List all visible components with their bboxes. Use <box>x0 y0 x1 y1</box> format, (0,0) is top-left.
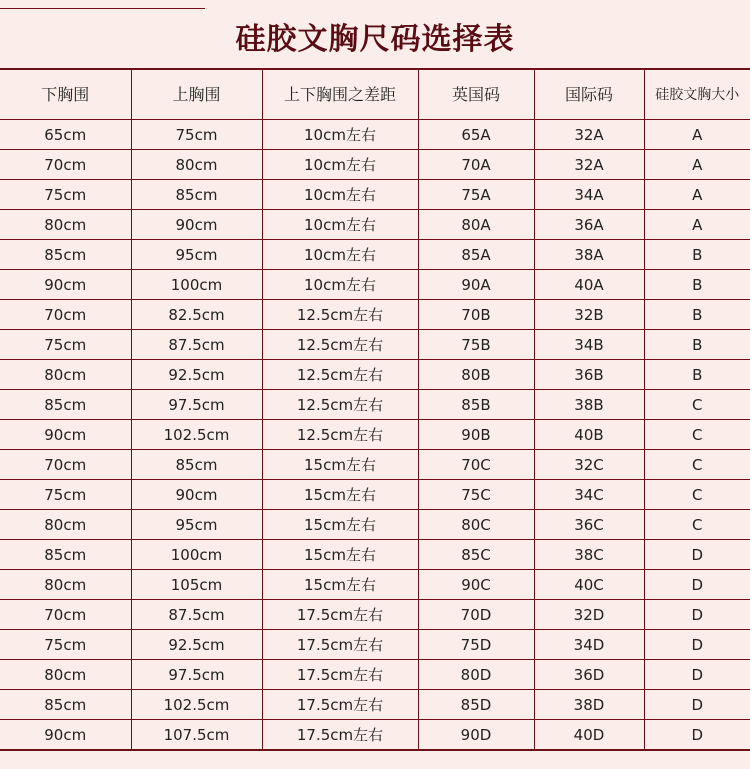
under-bust-cell: 85cm <box>0 240 131 270</box>
uk-size-cell: 75A <box>418 180 534 210</box>
over-bust-cell: 75cm <box>131 120 262 150</box>
over-bust-cell: 105cm <box>131 570 262 600</box>
intl-size-cell: 38C <box>534 540 644 570</box>
under-bust-cell: 75cm <box>0 480 131 510</box>
header-uk-size: 英国码 <box>418 69 534 120</box>
uk-size-cell: 90C <box>418 570 534 600</box>
uk-size-cell: 90B <box>418 420 534 450</box>
table-row <box>0 240 750 270</box>
table-row <box>0 300 750 330</box>
uk-size-cell: 85B <box>418 390 534 420</box>
difference-cell: 12.5cm左右 <box>262 300 418 330</box>
uk-size-cell: 75D <box>418 630 534 660</box>
bra-size-cell: D <box>644 570 750 600</box>
table-row <box>0 510 750 540</box>
size-table <box>0 68 750 751</box>
table-row <box>0 570 750 600</box>
difference-cell: 17.5cm左右 <box>262 690 418 720</box>
uk-size-cell: 75B <box>418 330 534 360</box>
under-bust-cell: 80cm <box>0 660 131 690</box>
intl-size-cell: 40C <box>534 570 644 600</box>
uk-size-cell: 80A <box>418 210 534 240</box>
bra-size-cell: A <box>644 120 750 150</box>
under-bust-cell: 90cm <box>0 270 131 300</box>
intl-size-cell: 36D <box>534 660 644 690</box>
header-bust-difference: 上下胸围之差距 <box>262 69 418 120</box>
over-bust-cell: 90cm <box>131 480 262 510</box>
bra-size-cell: C <box>644 390 750 420</box>
over-bust-cell: 80cm <box>131 150 262 180</box>
table-row <box>0 480 750 510</box>
over-bust-cell: 100cm <box>131 270 262 300</box>
under-bust-cell: 80cm <box>0 510 131 540</box>
table-row <box>0 120 750 150</box>
table-body <box>0 120 750 751</box>
intl-size-cell: 32A <box>534 120 644 150</box>
intl-size-cell: 38A <box>534 240 644 270</box>
under-bust-cell: 75cm <box>0 330 131 360</box>
uk-size-cell: 80C <box>418 510 534 540</box>
uk-size-cell: 70C <box>418 450 534 480</box>
difference-cell: 15cm左右 <box>262 480 418 510</box>
difference-cell: 10cm左右 <box>262 270 418 300</box>
intl-size-cell: 40D <box>534 720 644 751</box>
over-bust-cell: 85cm <box>131 450 262 480</box>
difference-cell: 10cm左右 <box>262 120 418 150</box>
uk-size-cell: 70A <box>418 150 534 180</box>
bra-size-cell: C <box>644 450 750 480</box>
intl-size-cell: 34B <box>534 330 644 360</box>
table-row <box>0 690 750 720</box>
difference-cell: 12.5cm左右 <box>262 360 418 390</box>
bra-size-cell: B <box>644 360 750 390</box>
bra-size-cell: D <box>644 660 750 690</box>
under-bust-cell: 80cm <box>0 360 131 390</box>
intl-size-cell: 34A <box>534 180 644 210</box>
over-bust-cell: 102.5cm <box>131 690 262 720</box>
table-row <box>0 660 750 690</box>
intl-size-cell: 34D <box>534 630 644 660</box>
bra-size-cell: D <box>644 600 750 630</box>
over-bust-cell: 102.5cm <box>131 420 262 450</box>
difference-cell: 12.5cm左右 <box>262 330 418 360</box>
difference-cell: 10cm左右 <box>262 150 418 180</box>
table-row <box>0 450 750 480</box>
intl-size-cell: 36C <box>534 510 644 540</box>
table-row <box>0 420 750 450</box>
table-row <box>0 600 750 630</box>
under-bust-cell: 65cm <box>0 120 131 150</box>
under-bust-cell: 85cm <box>0 690 131 720</box>
top-decorative-line <box>0 8 205 9</box>
difference-cell: 12.5cm左右 <box>262 390 418 420</box>
uk-size-cell: 90D <box>418 720 534 751</box>
uk-size-cell: 80B <box>418 360 534 390</box>
header-silicone-bra-size: 硅胶文胸大小 <box>644 69 750 120</box>
uk-size-cell: 75C <box>418 480 534 510</box>
under-bust-cell: 80cm <box>0 570 131 600</box>
over-bust-cell: 95cm <box>131 510 262 540</box>
difference-cell: 10cm左右 <box>262 240 418 270</box>
under-bust-cell: 90cm <box>0 420 131 450</box>
over-bust-cell: 92.5cm <box>131 630 262 660</box>
intl-size-cell: 38B <box>534 390 644 420</box>
over-bust-cell: 90cm <box>131 210 262 240</box>
uk-size-cell: 80D <box>418 660 534 690</box>
bra-size-cell: B <box>644 300 750 330</box>
over-bust-cell: 92.5cm <box>131 360 262 390</box>
uk-size-cell: 85A <box>418 240 534 270</box>
table-row <box>0 630 750 660</box>
table-row <box>0 150 750 180</box>
uk-size-cell: 85C <box>418 540 534 570</box>
over-bust-cell: 100cm <box>131 540 262 570</box>
under-bust-cell: 70cm <box>0 150 131 180</box>
intl-size-cell: 32A <box>534 150 644 180</box>
over-bust-cell: 97.5cm <box>131 390 262 420</box>
under-bust-cell: 75cm <box>0 630 131 660</box>
uk-size-cell: 65A <box>418 120 534 150</box>
header-under-bust: 下胸围 <box>0 69 131 120</box>
intl-size-cell: 38D <box>534 690 644 720</box>
intl-size-cell: 40A <box>534 270 644 300</box>
intl-size-cell: 32B <box>534 300 644 330</box>
bra-size-cell: D <box>644 540 750 570</box>
uk-size-cell: 85D <box>418 690 534 720</box>
bra-size-cell: D <box>644 720 750 751</box>
table-row <box>0 540 750 570</box>
table-row <box>0 210 750 240</box>
header-intl-size: 国际码 <box>534 69 644 120</box>
under-bust-cell: 70cm <box>0 600 131 630</box>
bra-size-cell: A <box>644 210 750 240</box>
difference-cell: 17.5cm左右 <box>262 600 418 630</box>
difference-cell: 10cm左右 <box>262 210 418 240</box>
bra-size-cell: B <box>644 330 750 360</box>
over-bust-cell: 87.5cm <box>131 600 262 630</box>
bra-size-cell: A <box>644 180 750 210</box>
intl-size-cell: 32C <box>534 450 644 480</box>
intl-size-cell: 34C <box>534 480 644 510</box>
over-bust-cell: 85cm <box>131 180 262 210</box>
header-row <box>0 69 750 120</box>
bra-size-cell: C <box>644 420 750 450</box>
table-row <box>0 360 750 390</box>
over-bust-cell: 95cm <box>131 240 262 270</box>
bra-size-cell: C <box>644 480 750 510</box>
under-bust-cell: 85cm <box>0 540 131 570</box>
over-bust-cell: 82.5cm <box>131 300 262 330</box>
header-over-bust: 上胸围 <box>131 69 262 120</box>
difference-cell: 17.5cm左右 <box>262 720 418 751</box>
over-bust-cell: 87.5cm <box>131 330 262 360</box>
table-row <box>0 180 750 210</box>
uk-size-cell: 70D <box>418 600 534 630</box>
bra-size-cell: B <box>644 270 750 300</box>
difference-cell: 17.5cm左右 <box>262 660 418 690</box>
table-row <box>0 390 750 420</box>
bra-size-cell: C <box>644 510 750 540</box>
uk-size-cell: 90A <box>418 270 534 300</box>
difference-cell: 12.5cm左右 <box>262 420 418 450</box>
difference-cell: 10cm左右 <box>262 180 418 210</box>
difference-cell: 15cm左右 <box>262 570 418 600</box>
difference-cell: 17.5cm左右 <box>262 630 418 660</box>
table-row <box>0 270 750 300</box>
under-bust-cell: 75cm <box>0 180 131 210</box>
table-row <box>0 330 750 360</box>
under-bust-cell: 90cm <box>0 720 131 751</box>
table-row <box>0 720 750 751</box>
bra-size-cell: D <box>644 630 750 660</box>
over-bust-cell: 107.5cm <box>131 720 262 751</box>
uk-size-cell: 70B <box>418 300 534 330</box>
intl-size-cell: 32D <box>534 600 644 630</box>
page-title: 硅胶文胸尺码选择表 <box>235 22 515 57</box>
intl-size-cell: 36B <box>534 360 644 390</box>
under-bust-cell: 70cm <box>0 300 131 330</box>
intl-size-cell: 36A <box>534 210 644 240</box>
difference-cell: 15cm左右 <box>262 450 418 480</box>
bra-size-cell: A <box>644 150 750 180</box>
difference-cell: 15cm左右 <box>262 540 418 570</box>
intl-size-cell: 40B <box>534 420 644 450</box>
bra-size-cell: D <box>644 690 750 720</box>
under-bust-cell: 70cm <box>0 450 131 480</box>
under-bust-cell: 85cm <box>0 390 131 420</box>
over-bust-cell: 97.5cm <box>131 660 262 690</box>
under-bust-cell: 80cm <box>0 210 131 240</box>
difference-cell: 15cm左右 <box>262 510 418 540</box>
bra-size-cell: B <box>644 240 750 270</box>
